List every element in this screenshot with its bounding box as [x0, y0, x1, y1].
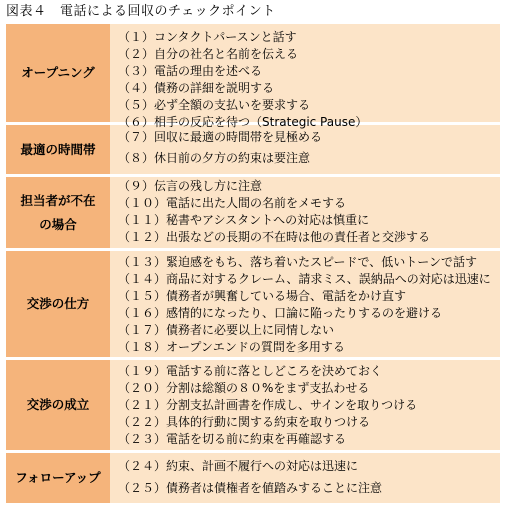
list-item: （１２）出張などの長期の不在時は他の責任者と交渉する	[118, 230, 431, 244]
category-label: 担当者が不在の場合	[20, 192, 96, 232]
items-cell	[110, 251, 500, 357]
table-row	[6, 125, 500, 174]
list-item: （１８）オープンエンドの質問を多用する	[118, 340, 345, 354]
checkpoint-table	[6, 24, 500, 503]
list-item: （１６）感情的になったり、口論に陥ったりするのを避ける	[118, 306, 443, 320]
list-item: （２１）分割支払計画書を作成し、サインを取りつける	[118, 398, 418, 412]
list-item: （９）伝言の残し方に注意	[118, 179, 263, 193]
list-item: （３）電話の理由を述べる	[118, 64, 263, 78]
list-item: （１４）商品に対するクレーム、請求ミス、誤納品への対応は迅速に	[118, 272, 491, 286]
items-cell	[110, 177, 500, 248]
items-cell	[110, 125, 500, 174]
list-item: （２４）約束、計画不履行への対応は迅速に	[118, 459, 359, 473]
list-item: （１１）秘書やアシスタントへの対応は慎重に	[118, 213, 370, 227]
list-item: （２２）具体的行動に関する約束を取りつける	[118, 415, 371, 429]
list-item: （１５）債務者が興奮している場合、電話をかけ直す	[118, 289, 407, 303]
items-cell	[110, 453, 500, 503]
list-item: （２３）電話を切る前に約束を再確認する	[118, 432, 347, 446]
table-row	[6, 453, 500, 503]
items-cell	[110, 24, 500, 129]
list-item: （６）相手の反応を待つ（Strategic Pause）	[118, 115, 368, 129]
category-cell: 交渉の成立	[6, 360, 110, 450]
category-cell: 最適の時間帯	[6, 125, 110, 174]
list-item: （２）自分の社名と名前を伝える	[118, 47, 299, 61]
list-item: （２５）債務者は債権者を値踏みすることに注意	[118, 481, 383, 495]
list-item: （５）必ず全額の支払いを要求する	[118, 98, 311, 112]
category-cell: フォローアップ	[6, 453, 110, 503]
table-row	[6, 24, 500, 129]
table-row	[6, 360, 500, 450]
list-item: （４）債務の詳細を説明する	[118, 81, 275, 95]
list-item: （８）休日前の夕方の約束は要注意	[118, 151, 311, 165]
table-row	[6, 251, 500, 357]
list-item: （１）コンタクトパースンと話す	[118, 30, 297, 44]
items-cell	[110, 360, 500, 450]
list-item: （７）回収に最適の時間帯を見極める	[118, 130, 323, 144]
figure-caption: 図表４ 電話による回収のチェックポイント	[6, 4, 276, 19]
list-item: （１７）債務者に必要以上に同情しない	[118, 323, 335, 337]
category-cell: オープニング	[6, 24, 110, 122]
list-item: （１０）電話に出た人間の名前をメモする	[118, 196, 347, 210]
category-cell	[6, 177, 110, 248]
list-item: （１９）電話する前に落としどころを決めておく	[118, 364, 383, 378]
table-row	[6, 177, 500, 248]
list-item: （１３）緊迫感をもち、落ち着いたスピードで、低いトーンで話す	[118, 255, 478, 269]
category-cell: 交渉の仕方	[6, 251, 110, 357]
list-item: （２０）分割は総額の８０%をまず支払わせる	[118, 381, 370, 395]
